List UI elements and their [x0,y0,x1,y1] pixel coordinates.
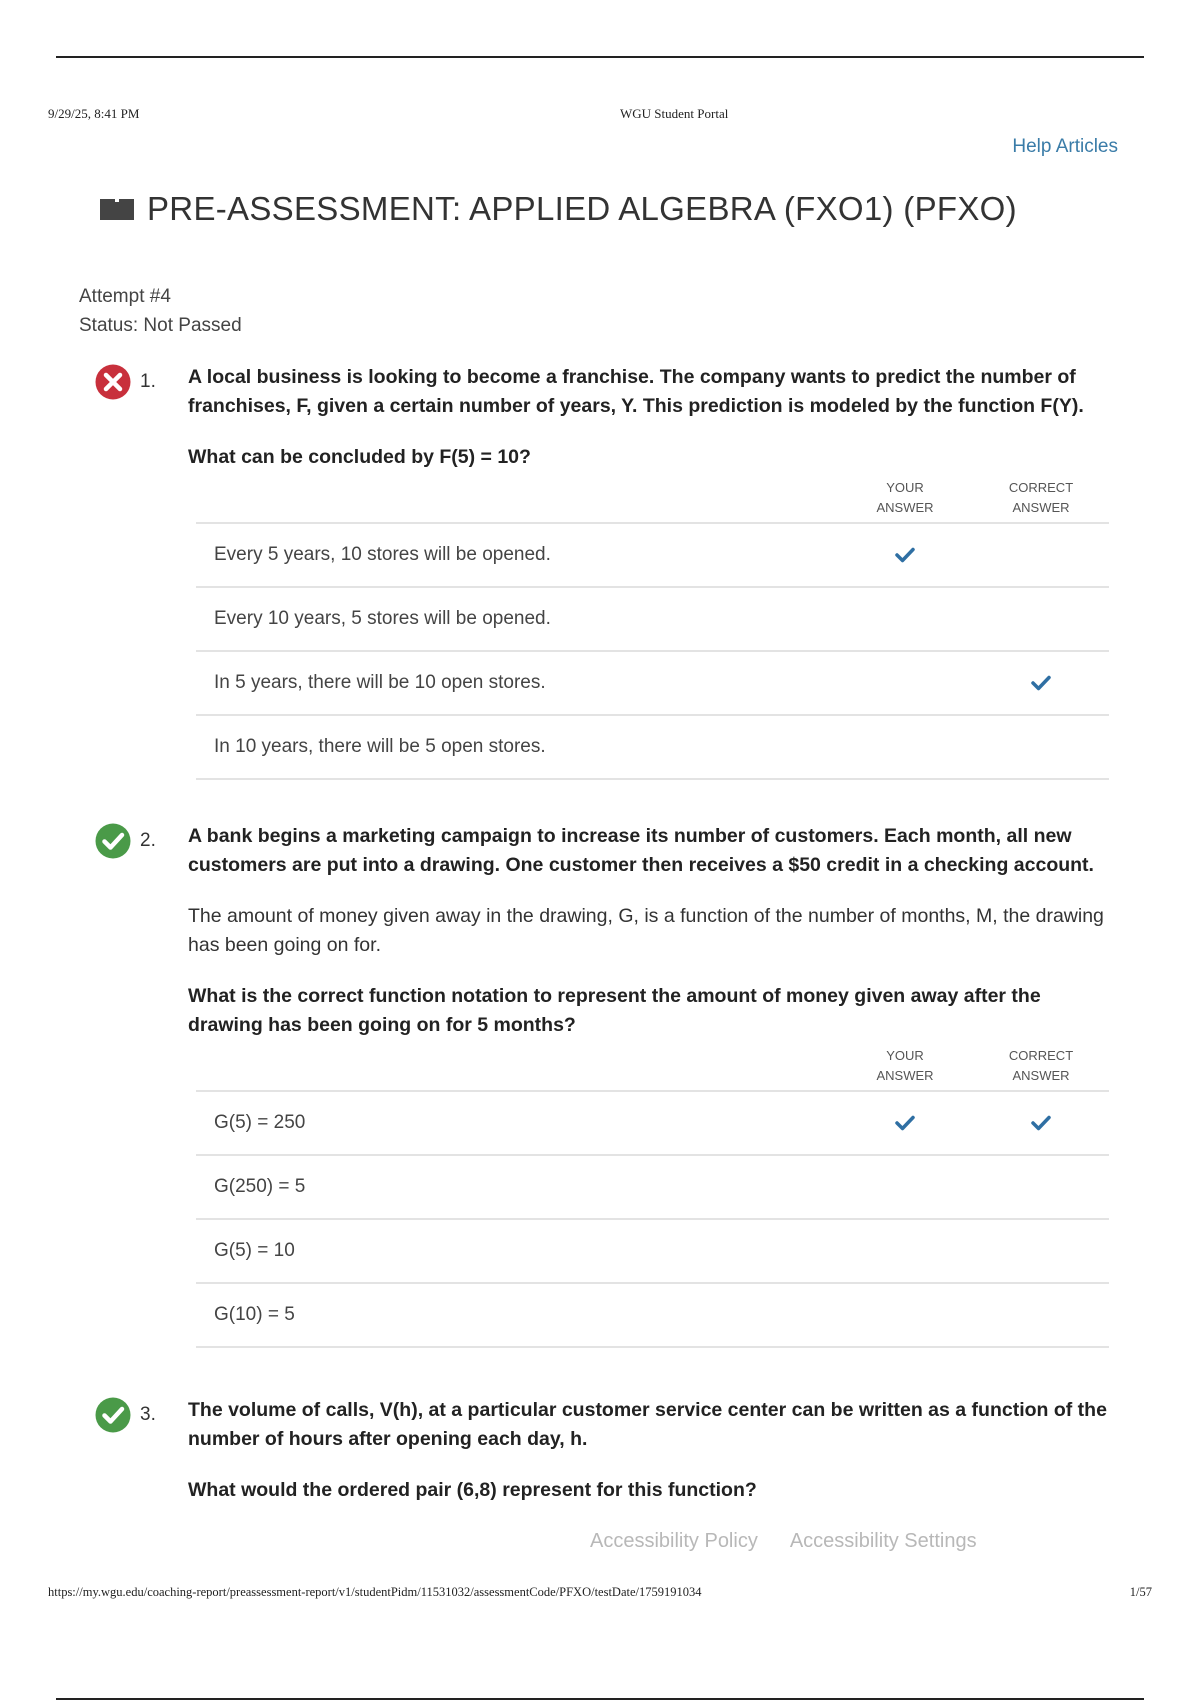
correct-answer-cell [973,1219,1109,1283]
your-answer-cell [837,651,973,715]
correct-answer-cell [973,1091,1109,1155]
correct-check-icon [94,822,132,860]
question-context: The amount of money given away in the drawing, G, is a function of the number of months, M, the drawing has been going on for. [188,905,1104,956]
your-answer-cell [837,1155,973,1219]
correct-answer-cell [973,587,1109,651]
correct-answer-cell [973,1155,1109,1219]
correct-answer-header: CORRECT ANSWER [1008,1048,1074,1083]
incorrect-x-icon [94,363,132,401]
question-stem: The volume of calls, V(h), at a particular customer service center can be written as a function of the number of hours after opening each day, h. [188,1399,1107,1450]
title-row [99,190,1017,228]
answer-header-spacer [196,1046,837,1091]
print-site-title: WGU Student Portal [620,106,729,121]
question-stem: A bank begins a marketing campaign to increase its number of customers. Each month, all new customers are put into a drawing. One customer then receives a $50 credit in a checking account. [188,825,1094,876]
print-page-number: 1/57 [1129,1585,1152,1599]
answer-header-spacer [196,478,837,523]
your-answer-header: YOUR ANSWER [876,1048,934,1083]
question-number: 3. [140,1404,156,1425]
answer-table [196,478,1109,780]
checkmark-icon [895,1115,915,1131]
footer-links [590,1530,977,1553]
question-stem: A local business is looking to become a franchise. The company wants to predict the number of franchises, F, given a certain number of years, Y. This prediction is modeled by the function F(Y). [188,366,1084,417]
correct-answer-cell [973,715,1109,779]
correct-answer-cell [973,523,1109,587]
answer-text: Every 5 years, 10 stores will be opened. [214,544,551,565]
your-answer-cell [837,587,973,651]
book-icon [99,196,135,222]
your-answer-cell [837,1219,973,1283]
question-prompt: What would the ordered pair (6,8) represent for this function? [188,1479,757,1501]
answer-row[interactable] [196,523,1109,587]
question-number: 2. [140,830,156,851]
print-datetime: 9/29/25, 8:41 PM [48,106,140,121]
your-answer-cell [837,1283,973,1347]
question-1 [94,363,1109,780]
answer-text: In 5 years, there will be 10 open stores. [214,672,546,693]
accessibility-settings-link[interactable]: Accessibility Settings [789,1530,977,1552]
your-answer-cell [837,1091,973,1155]
page-title: PRE-ASSESSMENT: APPLIED ALGEBRA (FXO1) (PFXO) [147,190,1017,227]
correct-check-icon [94,1396,132,1434]
answer-text: G(250) = 5 [214,1176,306,1197]
answer-text: G(10) = 5 [214,1304,295,1325]
print-url: https://my.wgu.edu/coaching-report/preassessment-report/v1/studentPidm/11531032/assessmentCode/PFXO/testDate/1759191034 [48,1585,702,1599]
question-3 [94,1396,1109,1527]
answer-text: Every 10 years, 5 stores will be opened. [214,608,551,629]
answer-row[interactable] [196,1219,1109,1283]
answer-row[interactable] [196,1155,1109,1219]
question-2 [94,822,1109,1348]
answer-row[interactable] [196,651,1109,715]
correct-answer-cell [973,1283,1109,1347]
question-number: 1. [140,371,156,392]
answer-row[interactable] [196,587,1109,651]
answer-table [196,1046,1109,1348]
answer-row[interactable] [196,1283,1109,1347]
accessibility-policy-link[interactable]: Accessibility Policy [590,1530,758,1552]
your-answer-cell [837,523,973,587]
attempt-status: Status: Not Passed [79,315,242,336]
your-answer-header: YOUR ANSWER [876,480,934,515]
your-answer-cell [837,715,973,779]
correct-answer-header: CORRECT ANSWER [1008,480,1074,515]
attempt-info [79,282,242,340]
question-prompt: What is the correct function notation to represent the amount of money given away after the drawing has been going on for 5 months? [188,985,1041,1036]
answer-row[interactable] [196,1091,1109,1155]
answer-text: G(5) = 10 [214,1240,295,1261]
correct-answer-cell [973,651,1109,715]
help-articles-link[interactable]: Help Articles [1012,136,1118,157]
checkmark-icon [1031,1115,1051,1131]
checkmark-icon [895,547,915,563]
answer-row[interactable] [196,715,1109,779]
answer-text: In 10 years, there will be 5 open stores. [214,736,546,757]
question-prompt: What can be concluded by F(5) = 10? [188,446,531,468]
attempt-number: Attempt #4 [79,286,171,307]
checkmark-icon [1031,675,1051,691]
answer-text: G(5) = 250 [214,1112,306,1133]
top-rule [56,56,1144,58]
